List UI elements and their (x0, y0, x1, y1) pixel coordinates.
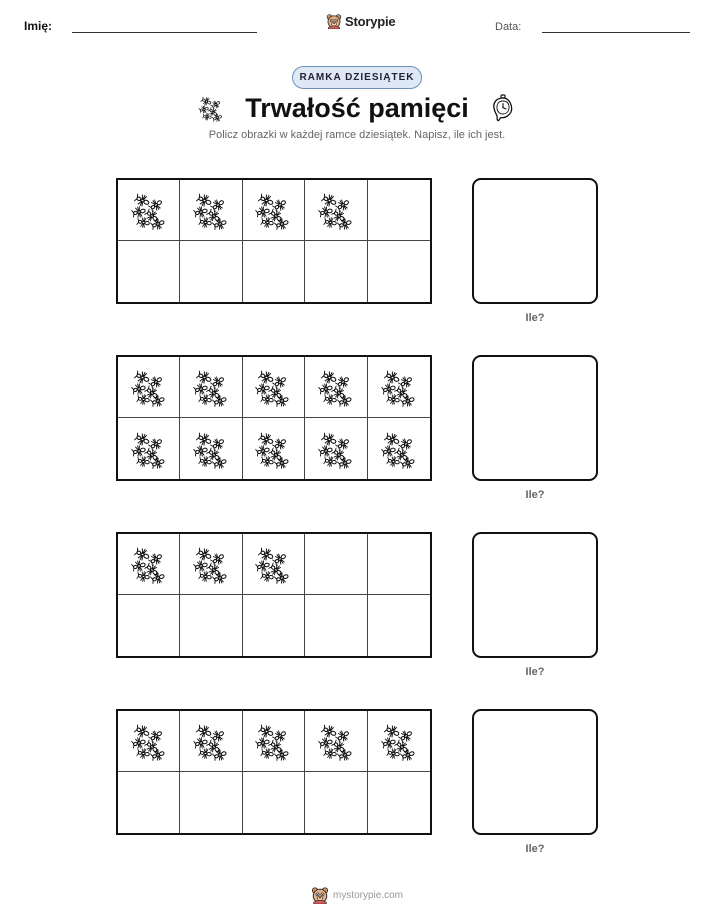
ten-frame-cell (118, 711, 180, 772)
ants-cluster-icon (129, 190, 169, 230)
ten-frame-cell (368, 241, 430, 302)
ten-frame-cell (243, 772, 305, 833)
ten-frame-3 (116, 532, 432, 658)
date-line[interactable] (542, 32, 690, 33)
answer-label: Ile? (525, 312, 545, 324)
ants-icon (197, 94, 225, 122)
name-label: Imię: (24, 19, 53, 33)
ten-frame-cell (243, 418, 305, 479)
ten-frame-cell (305, 357, 367, 418)
ten-frame-cell (180, 357, 242, 418)
worksheet-type-badge: RAMKA DZIESIĄTEK (292, 66, 422, 89)
ten-frame-cell (180, 180, 242, 241)
ten-frame-cell (368, 711, 430, 772)
ants-cluster-icon (191, 544, 231, 584)
ten-frame-cell (180, 711, 242, 772)
ten-frame-4 (116, 709, 432, 835)
ten-frame-cell (180, 418, 242, 479)
ten-frame-cell (243, 357, 305, 418)
ants-cluster-icon (316, 367, 356, 407)
ten-frame-cell (305, 241, 367, 302)
ants-cluster-icon (129, 429, 169, 469)
ten-frame-cell (368, 534, 430, 595)
ten-frame-cell (305, 772, 367, 833)
answer-box-1[interactable] (472, 178, 598, 304)
ten-frame-cell (368, 357, 430, 418)
answer-label: Ile? (525, 843, 545, 855)
ants-cluster-icon (253, 544, 293, 584)
ten-frame-cell (305, 534, 367, 595)
bear-logo-icon (326, 13, 342, 29)
bear-logo-icon (311, 886, 329, 904)
ten-frame-cell (368, 418, 430, 479)
footer-url: mystorypie.com (332, 889, 403, 901)
ants-cluster-icon (379, 429, 419, 469)
logo-text: Storypie (345, 13, 396, 29)
ten-frame-cell (305, 595, 367, 656)
date-label: Data: (495, 21, 522, 33)
ants-cluster-icon (191, 721, 231, 761)
ants-cluster-icon (253, 721, 293, 761)
answer-label: Ile? (525, 489, 545, 501)
ten-frame-cell (118, 357, 180, 418)
answer-label: Ile? (525, 666, 545, 678)
ants-cluster-icon (379, 721, 419, 761)
ants-cluster-icon (129, 544, 169, 584)
ten-frame-cell (118, 180, 180, 241)
title-row (0, 88, 714, 128)
ants-cluster-icon (379, 367, 419, 407)
ten-frame-cell (118, 241, 180, 302)
ten-frame-cell (180, 241, 242, 302)
ten-frame-cell (180, 595, 242, 656)
ten-frame-cell (305, 180, 367, 241)
ten-frame-cell (243, 534, 305, 595)
ants-cluster-icon (253, 429, 293, 469)
ants-cluster-icon (191, 190, 231, 230)
answer-box-3[interactable] (472, 532, 598, 658)
ten-frame-cell (118, 595, 180, 656)
ten-frame-cell (368, 180, 430, 241)
ants-cluster-icon (253, 367, 293, 407)
ants-cluster-icon (191, 429, 231, 469)
ants-cluster-icon (253, 190, 293, 230)
ten-frame-2 (116, 355, 432, 481)
ten-frame-cell (368, 595, 430, 656)
melting-clock-icon (489, 94, 517, 122)
ants-cluster-icon (316, 190, 356, 230)
ten-frame-cell (243, 595, 305, 656)
ten-frame-cell (305, 711, 367, 772)
answer-box-4[interactable] (472, 709, 598, 835)
instructions: Policz obrazki w każdej ramce dziesiątek. Napisz, ile ich jest. (208, 129, 506, 141)
ants-cluster-icon (191, 367, 231, 407)
page-title: Trwałość pamięci (245, 92, 469, 123)
storypie-logo (326, 13, 395, 29)
ten-frame-cell (118, 772, 180, 833)
ten-frame-cell (243, 241, 305, 302)
footer (0, 886, 714, 904)
ants-cluster-icon (316, 721, 356, 761)
ten-frame-cell (243, 711, 305, 772)
ants-cluster-icon (129, 721, 169, 761)
ten-frame-cell (180, 772, 242, 833)
ten-frame-cell (180, 534, 242, 595)
ten-frame-1 (116, 178, 432, 304)
ten-frame-cell (118, 418, 180, 479)
name-line[interactable] (72, 32, 257, 33)
ants-cluster-icon (129, 367, 169, 407)
ants-cluster-icon (316, 429, 356, 469)
ten-frame-cell (305, 418, 367, 479)
answer-box-2[interactable] (472, 355, 598, 481)
ten-frame-cell (243, 180, 305, 241)
ten-frame-cell (368, 772, 430, 833)
ten-frame-cell (118, 534, 180, 595)
